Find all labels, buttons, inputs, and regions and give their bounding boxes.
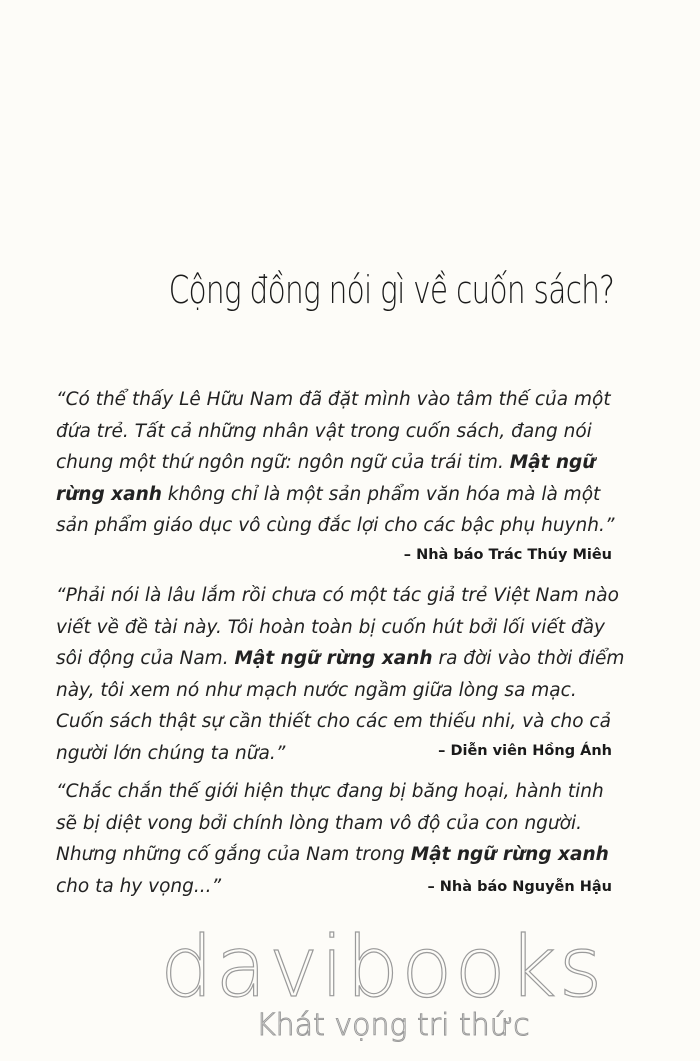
quote-2-attribution: – Diễn viên Hồng Ánh [438,743,612,759]
quote-1 [56,384,626,542]
quote-2-book-title: Mật ngữ rừng xanh [234,648,433,669]
quote-1-text-after: không chỉ là một sản phẩm văn hóa mà là một sản phẩm giáo dục vô cùng đắc lợi cho các bậc phụ huynh.” [56,483,615,536]
quote-3-text-after: cho ta hy vọng...” [56,875,222,897]
watermark-slogan: Khát vọng tri thức [256,1008,530,1043]
watermark [160,918,680,1058]
quote-3-text-before: “Chắc chắn thế giới hiện thực đang bị băng hoại, hành tinh sẽ bị diệt vong bởi chính lòng tham vô độ của con người. Nhưng những cố gắng của Nam trong [56,781,604,865]
quote-1-book-title: Mật ngữ rừng xanh [56,452,596,505]
quote-1-attribution: – Nhà báo Trác Thúy Miêu [403,547,612,563]
quote-1-text-before: “Có thể thấy Lê Hữu Nam đã đặt mình vào tâm thế của một đứa trẻ. Tất cả những nhân vật trong cuốn sách, đang nói chung một thứ ngôn ngữ: ngôn ngữ của trái tim. [56,389,611,473]
watermark-brand: davibooks [160,918,605,1016]
quote-2 [56,580,626,769]
quote-2-text-after: ra đời vào thời điểm này, tôi xem nó như mạch nước ngầm giữa lòng sa mạc. Cuốn sách thật sự cần thiết cho các em thiếu nhi, và cho cả người lớn chúng ta nữa.” [56,648,625,764]
page-heading: Cộng đồng nói gì về cuốn sách? [168,268,614,312]
quote-2-text-before: “Phải nói là lâu lắm rồi chưa có một tác giả trẻ Việt Nam nào viết về đề tài này. Tôi hoàn toàn bị cuốn hút bởi lối viết đầy sôi động của Nam. [56,585,619,669]
quote-3-attribution: – Nhà báo Nguyễn Hậu [427,879,612,895]
quote-3-book-title: Mật ngữ rừng xanh [410,844,609,865]
